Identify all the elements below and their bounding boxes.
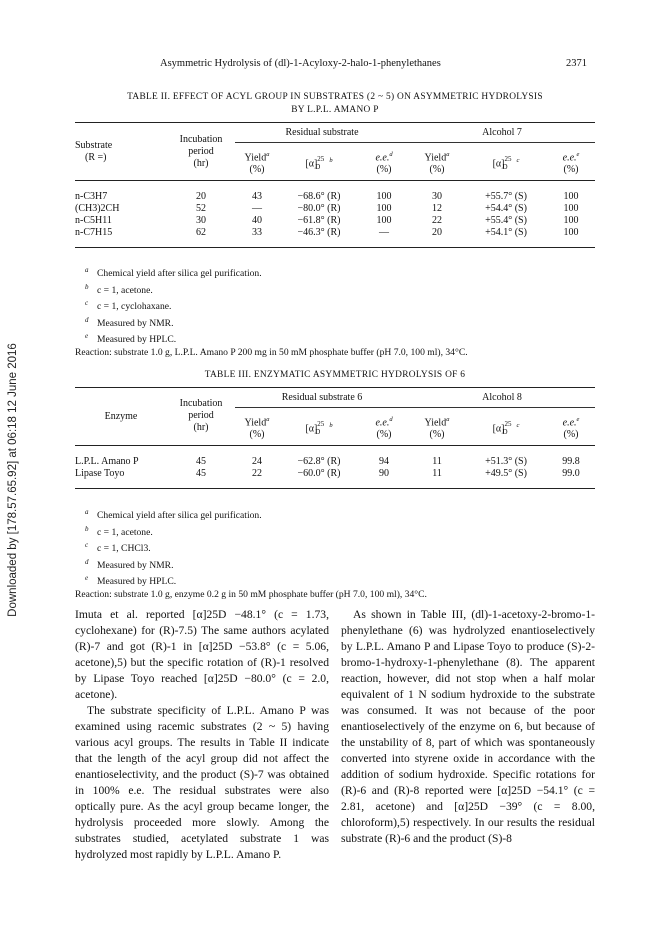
table2-cell-e1: 100: [376, 203, 392, 215]
table2-footnote: $^b$ c = 1, acetone.: [85, 282, 153, 296]
table3-header-ee1: e.e.$^d$ (%): [375, 416, 393, 441]
table2-cell-period: 20: [196, 191, 206, 203]
table2-cell-y1: —: [252, 203, 262, 215]
table3-header-ee2: e.e.$^e$ (%): [562, 416, 580, 441]
table3-cell-enzyme: Lipase Toyo: [75, 468, 125, 480]
table3-cell-y2: 11: [432, 468, 442, 480]
table2: [75, 122, 595, 248]
table3-header-enzyme: Enzyme: [104, 411, 138, 422]
running-head: Asymmetric Hydrolysis of (dl)-1-Acyloxy-2-halo-1-phenylethanes: [160, 58, 441, 69]
table2-cell-e2: 100: [563, 203, 579, 215]
table3-cell-y1: 22: [252, 468, 262, 480]
table3-footnote: $^c$ c = 1, CHCl3.: [85, 541, 151, 555]
table3-row: [75, 468, 595, 480]
table2-caption-line2: BY L.P.L. AMANO P: [291, 105, 379, 115]
table2-cell-y2: 22: [432, 215, 443, 227]
table2-cell-e2: 100: [563, 191, 579, 203]
table2-footnote: $^e$ Measured by HPLC.: [85, 332, 177, 346]
table2-caption-line1: TABLE II. EFFECT OF ACYL GROUP IN SUBSTRATES (2 ~ 5) ON ASYMMETRIC HYDROLYSIS: [127, 92, 543, 102]
table3-cell-e2: 99.0: [562, 468, 580, 480]
table2-footnote: $^d$ Measured by NMR.: [85, 315, 174, 329]
table3-cell-a2: +49.5° (S): [485, 468, 527, 480]
table2-row: [75, 191, 595, 203]
left-column: [75, 607, 329, 863]
table2-header-yield1: Yield$^a$ (%): [244, 151, 270, 176]
table2-cell-e2: 100: [563, 227, 579, 239]
table2-cell-y2: 20: [432, 227, 443, 239]
table3-caption: TABLE III. ENZYMATIC ASYMMETRIC HYDROLYSIS OF 6: [204, 370, 466, 380]
table3-cell-a1: −60.0° (R): [297, 468, 341, 480]
table3-header-alcohol: Alcohol 8: [409, 388, 595, 408]
table2-header-ee2: e.e.$^e$ (%): [562, 151, 580, 176]
table3-cell-e2: 99.8: [562, 456, 580, 468]
table3: [75, 387, 595, 489]
table2-cell-y2: 30: [432, 191, 443, 203]
table2-footnote: $^a$ Chemical yield after silica gel purification.: [85, 266, 262, 280]
table2-footnote: $^c$ c = 1, cyclohaxane.: [85, 299, 172, 313]
table2-cell-a2: +54.1° (S): [485, 227, 527, 239]
table2-cell-period: 62: [196, 227, 206, 239]
table2-cell-a1: −80.0° (R): [297, 203, 341, 215]
table3-cell-y1: 24: [252, 456, 262, 468]
table2-cell-a2: +54.4° (S): [485, 203, 527, 215]
table2-row: [75, 203, 595, 215]
table2-cell-y1: 43: [252, 191, 262, 203]
table2-header-alpha2: $[\alpha]^{25}_D^c$: [492, 155, 520, 172]
left-paragraph-2: The substrate specificity of L.P.L. Amano P was examined using racemic substrates (2 ~ 5) having various acyl groups. The results in Table II indicate that the length of the acyl group did not affect the enantioselectivity, and the product (S)-7 was obtained in 100% e.e. The residual substrates were also optically pure. As the acyl group became longer, the hydrolysis proceeded more slowly. Among the substrates studied, acetylated substrate 1 was hydrolyzed most rapidly by L.P.L. Amano P.: [75, 704, 329, 861]
table2-cell-e1: 100: [376, 215, 392, 227]
table2-header-residual: Residual substrate: [235, 123, 409, 143]
table3-header-incubation: Incubation period (hr): [179, 398, 223, 433]
table3-row: [75, 456, 595, 468]
table3-cell-e1: 94: [379, 456, 389, 468]
table3-cell-a2: +51.3° (S): [485, 456, 527, 468]
table3-footnote: $^b$ c = 1, acetone.: [85, 524, 153, 538]
table2-cell-e2: 100: [563, 215, 579, 227]
table2-cell-y2: 12: [432, 203, 443, 215]
table2-header-ee1: e.e.$^d$ (%): [375, 151, 393, 176]
table3-cell-a1: −62.8° (R): [297, 456, 341, 468]
table3-cell-y2: 11: [432, 456, 442, 468]
download-notice-text: Downloaded by [178.57.65.92] at 06:18 12 June 2016: [7, 343, 20, 617]
table2-cell-period: 30: [196, 215, 206, 227]
download-notice: [2, 330, 24, 630]
table2-cell-r: n-C3H7: [75, 191, 108, 203]
table2-header-alpha1: $[\alpha]^{25}_D^b$: [305, 155, 333, 172]
right-column: [341, 607, 595, 847]
table3-cell-enzyme: L.P.L. Amano P: [75, 456, 139, 468]
table2-row: [75, 227, 595, 239]
table2-cell-a1: −46.3° (R): [297, 227, 341, 239]
table2-header-alcohol: Alcohol 7: [409, 123, 595, 143]
table3-footnote: $^e$ Measured by HPLC.: [85, 574, 177, 588]
table2-header-yield2: Yield$^a$ (%): [424, 151, 450, 176]
table2-cell-e1: 100: [376, 191, 392, 203]
table2-cell-a1: −61.8° (R): [297, 215, 341, 227]
table2-cell-y1: 33: [252, 227, 262, 239]
table3-header-alpha2: $[\alpha]^{25}_D^c$: [492, 420, 520, 437]
table2-cell-r: (CH3)2CH: [75, 203, 120, 215]
table2-cell-a2: +55.7° (S): [485, 191, 527, 203]
table2-cell-y1: 40: [252, 215, 262, 227]
table3-reaction: Reaction: substrate 1.0 g, enzyme 0.2 g in 50 mM phosphate buffer (pH 7.0, 100 ml), 34°C.: [75, 588, 427, 600]
table3-cell-period: 45: [196, 456, 206, 468]
table2-cell-a2: +55.4° (S): [485, 215, 527, 227]
table2-notes: [75, 264, 595, 359]
table2-cell-r: n-C5H11: [75, 215, 112, 227]
table3-header-yield2: Yield$^a$ (%): [424, 416, 450, 441]
table3-cell-period: 45: [196, 468, 206, 480]
table3-cell-e1: 90: [379, 468, 389, 480]
table2-cell-r: n-C7H15: [75, 227, 113, 239]
table2-row: [75, 215, 595, 227]
table3-notes: [75, 506, 595, 601]
table2-cell-e1: —: [379, 227, 389, 239]
table2-cell-period: 52: [196, 203, 206, 215]
table2-reaction: Reaction: substrate 1.0 g, L.P.L. Amano P 200 mg in 50 mM phosphate buffer (pH 7.0, 100 ml), 34°C.: [75, 346, 468, 358]
table3-header-residual: Residual substrate 6: [235, 388, 409, 408]
table3-footnote: $^a$ Chemical yield after silica gel purification.: [85, 508, 262, 522]
left-paragraph-1: Imuta et al. reported [α]25D −48.1° (c = 1.73, cyclohexane) for (R)-7.5) The same authors acylated (R)-7 and got (R)-1 in [α]25D −53.8° (c = 5.06, acetone),5) but the specific rotation of (R)-1 resolved by Lipase Toyo reached [α]25D −80.0° (c = 2.0, acetone).: [75, 608, 329, 701]
table2-cell-a1: −68.6° (R): [297, 191, 341, 203]
table3-header-yield1: Yield$^a$ (%): [244, 416, 270, 441]
table3-footnote: $^d$ Measured by NMR.: [85, 557, 174, 571]
right-paragraph-1: As shown in Table III, (dl)-1-acetoxy-2-bromo-1-phenylethane (6) was hydrolyzed enantioselectively by L.P.L. Amano P and Lipase Toyo to produce (S)-2-bromo-1-hydroxy-1-phenylethane (8). The apparent reaction, however, did not stop when a half molar equivalent of 1 N sodium hydroxide to the substrate was consumed. It was not because of the poor enantioselectively of the enzyme on 6, but because of the unstability of 8, part of which was spontaneously converted into styrene oxide in accordance with the addition of sodium hydroxide. Specific rotations for (R)-6 and (R)-8 reported were [α]25D −54.1° (c = 2.81, acetone) and [α]25D −39° (c = 8.00, chloroform),5) respectively. In our results the residual substrate (R)-6 and the product (S)-8: [341, 608, 595, 845]
table2-header-substrate: Substrate (R =): [75, 140, 113, 163]
table3-header-alpha1: $[\alpha]^{25}_D^b$: [305, 420, 333, 437]
page-number: 2371: [566, 58, 587, 69]
table2-header-incubation: Incubation period (hr): [179, 134, 223, 169]
